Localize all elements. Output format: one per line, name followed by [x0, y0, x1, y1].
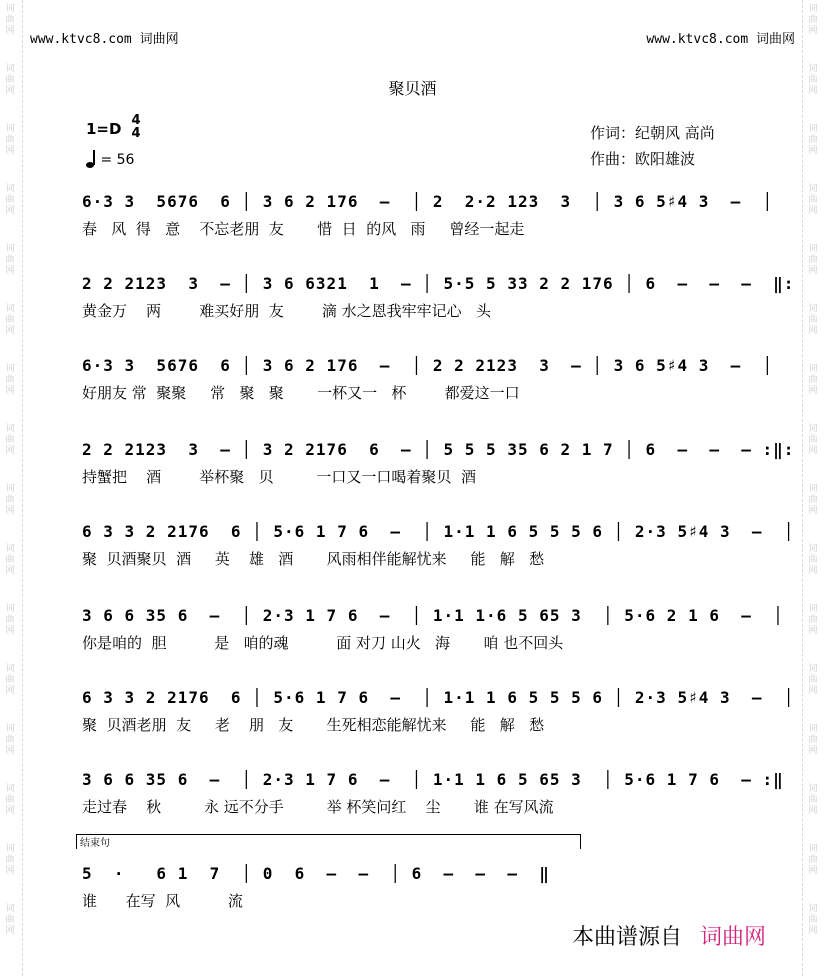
lyrics-line-7: 聚 贝酒老朋 友 老 朋 友 生死相恋能解忧来 能 解 愁 — [82, 716, 545, 734]
coda-bracket — [76, 834, 581, 849]
footer-text: 本曲谱源自 — [572, 925, 683, 950]
lyricist-credit: 作词：纪朝风 高尚 — [590, 124, 715, 142]
side-watermark-text: 词 曲 网 — [808, 784, 818, 816]
right-watermark-strip — [802, 0, 825, 976]
side-watermark-text: 词 曲 网 — [808, 304, 818, 336]
side-watermark-text: 词 曲 网 — [808, 64, 818, 96]
side-watermark-text: 词 曲 网 — [5, 544, 15, 576]
side-watermark-text: 词 曲 网 — [5, 724, 15, 756]
side-watermark-text: 词 曲 网 — [808, 244, 818, 276]
notes-line-4: 2 2 2123 3 – │ 3 2 2176 6 – │ 5 5 5 35 6 2 1 7 │ 6 – – – :‖: — [82, 440, 795, 459]
site-watermark-left[interactable]: www.ktvc8.com 词曲网 — [30, 32, 179, 47]
side-watermark-text: 词 曲 网 — [808, 724, 818, 756]
side-watermark-text: 词 曲 网 — [5, 484, 15, 516]
notes-line-1: 6·3 3 5676 6 │ 3 6 2 176 – │ 2 2·2 123 3 │ 3 6 5♯4 3 – │ — [82, 192, 774, 211]
side-watermark-text: 词 曲 网 — [5, 784, 15, 816]
lyrics-line-4: 持蟹把 酒 举杯聚 贝 一口又一口喝着聚贝 酒 — [82, 468, 476, 486]
side-watermark-text: 词 曲 网 — [808, 124, 818, 156]
lyrics-line-5: 聚 贝酒聚贝 酒 英 雄 酒 风雨相伴能解忧来 能 解 愁 — [82, 550, 545, 568]
left-watermark-strip — [0, 0, 23, 976]
side-watermark-text: 词 曲 网 — [5, 64, 15, 96]
side-watermark-text: 词 曲 网 — [5, 184, 15, 216]
lyrics-line-2: 黄金万 两 难买好朋 友 滴 水之恩我牢牢记心 头 — [82, 302, 491, 320]
lyrics-line-1: 春 风 得 意 不忘老朋 友 惜 日 的风 雨 曾经一起走 — [82, 220, 525, 238]
time-signature-bottom: 4 — [131, 126, 141, 141]
side-watermark-text: 词 曲 网 — [5, 124, 15, 156]
side-watermark-text: 词 曲 网 — [5, 844, 15, 876]
lyrics-line-3: 好朋友 常 聚聚 常 聚 聚 一杯又一 杯 都爱这一口 — [82, 384, 520, 402]
coda-lyrics: 谁 在写 风 流 — [82, 892, 243, 910]
time-signature — [130, 114, 142, 140]
side-watermark-text: 词 曲 网 — [5, 4, 15, 36]
notes-line-7: 6 3 3 2 2176 6 │ 5·6 1 7 6 – │ 1·1 1 6 5 5 5 6 │ 2·3 5♯4 3 – │ — [82, 688, 795, 707]
side-watermark-text: 词 曲 网 — [5, 364, 15, 396]
side-watermark-text: 词 曲 网 — [5, 604, 15, 636]
notes-line-2: 2 2 2123 3 – │ 3 6 6321 1 – │ 5·5 5 33 2 2 176 │ 6 – – – ‖: — [82, 274, 795, 293]
side-watermark-text: 词 曲 网 — [808, 844, 818, 876]
lyrics-line-6: 你是咱的 胆 是 咱的魂 面 对刀 山火 海 咱 也不回头 — [82, 634, 564, 652]
tempo-value: = 56 — [100, 152, 135, 168]
side-watermark-text: 词 曲 网 — [808, 904, 818, 936]
footer-brand-link[interactable]: 词曲网 — [700, 925, 767, 950]
notes-line-5: 6 3 3 2 2176 6 │ 5·6 1 7 6 – │ 1·1 1 6 5 5 5 6 │ 2·3 5♯4 3 – │ — [82, 522, 795, 541]
side-watermark-text: 词 曲 网 — [5, 424, 15, 456]
composer-credit: 作曲：欧阳雄波 — [590, 150, 696, 168]
notes-line-6: 3 6 6 35 6 – │ 2·3 1 7 6 – │ 1·1 1·6 5 65 3 │ 5·6 2 1 6 – │ — [82, 606, 784, 625]
side-watermark-text: 词 曲 网 — [808, 424, 818, 456]
key-signature: 1=D — [86, 120, 122, 138]
lyrics-line-8: 走过春 秋 永 远不分手 举 杯笑问红 尘 谁 在写风流 — [82, 798, 554, 816]
quarter-note-icon — [86, 150, 96, 168]
side-watermark-text: 词 曲 网 — [808, 364, 818, 396]
coda-label: 结束句 — [80, 838, 110, 849]
side-watermark-text: 词 曲 网 — [808, 544, 818, 576]
side-watermark-text: 词 曲 网 — [5, 904, 15, 936]
time-signature-top: 4 — [131, 113, 141, 128]
notes-line-8: 3 6 6 35 6 – │ 2·3 1 7 6 – │ 1·1 1 6 5 65 3 │ 5·6 1 7 6 – :‖ — [82, 770, 784, 789]
side-watermark-text: 词 曲 网 — [808, 664, 818, 696]
coda-notes: 5 · 6 1 7 │ 0 6 – – │ 6 – – – ‖ — [82, 864, 550, 883]
footer-source — [572, 920, 766, 951]
side-watermark-text: 词 曲 网 — [5, 664, 15, 696]
song-title: 聚贝酒 — [388, 79, 437, 98]
side-watermark-text: 词 曲 网 — [808, 604, 818, 636]
site-watermark-right[interactable]: www.ktvc8.com 词曲网 — [646, 32, 795, 47]
side-watermark-text: 词 曲 网 — [5, 244, 15, 276]
side-watermark-text: 词 曲 网 — [808, 484, 818, 516]
side-watermark-text: 词 曲 网 — [5, 304, 15, 336]
tempo-marking — [86, 150, 134, 168]
side-watermark-text: 词 曲 网 — [808, 184, 818, 216]
notes-line-3: 6·3 3 5676 6 │ 3 6 2 176 – │ 2 2 2123 3 – │ 3 6 5♯4 3 – │ — [82, 356, 774, 375]
side-watermark-text: 词 曲 网 — [808, 4, 818, 36]
